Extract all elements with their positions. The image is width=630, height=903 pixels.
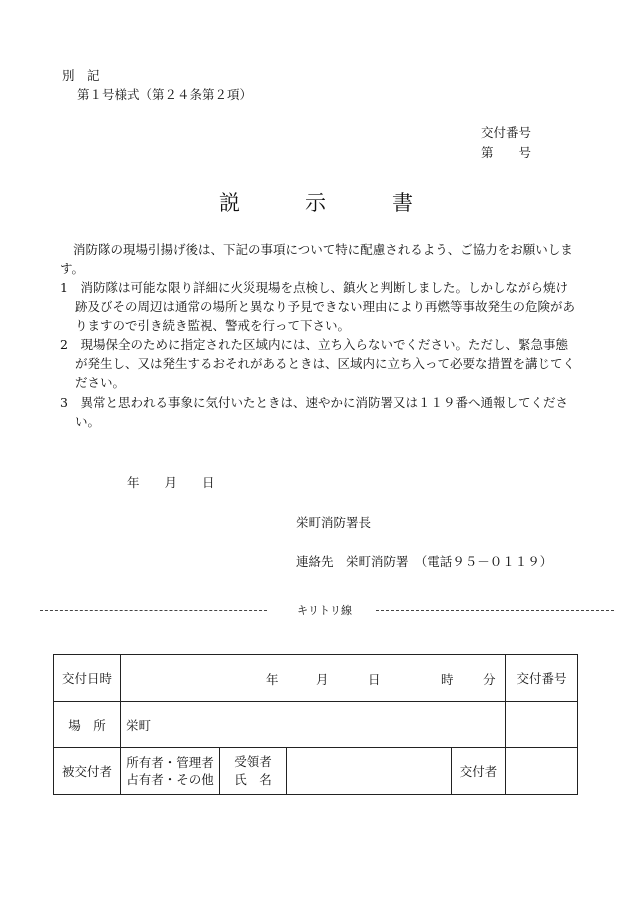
receiver-label-line2: 氏 名 (234, 772, 272, 787)
date-line: 年 月 日 (127, 475, 215, 490)
notice-item-1: 1 消防隊は可能な限り詳細に火災現場を点検し、鎮火と判断しました。しかしながら焼け跡及びその周辺は通常の場所と異なり予見できない理由により再燃等事故発生の危険がありますので引き続き監視、警戒を行って下さい。 (60, 280, 576, 333)
fire-chief: 栄町消防署長 (296, 515, 372, 530)
issuer-value (506, 748, 578, 795)
month-label: 月 (316, 672, 329, 687)
table-row (54, 655, 578, 702)
title-char-1: 説 (219, 191, 240, 215)
notice-item-3: 3 異常と思われる事象に気付いたときは、速やかに消防署又は１１９番へ通報してください。 (60, 395, 568, 429)
table-row (54, 748, 578, 795)
cut-line-left (40, 610, 267, 611)
owner-manager-label: 所有者・管理者 (126, 755, 214, 770)
contact-info: 連絡先 栄町消防署 （電話９５－０１１９） (296, 554, 553, 569)
issue-number-value: 第 号 (481, 145, 532, 160)
cut-line-right (376, 610, 614, 611)
year-label: 年 (266, 672, 279, 687)
issue-number-header: 交付番号 (506, 655, 578, 702)
place-value: 栄町 (121, 702, 506, 748)
notice-item-2: 2 現場保全のために指定された区域内には、立ち入らないでください。ただし、緊急事態が発生し、又は発生するおそれがあるときは、区域内に立ち入って必要な措置を講じてください。 (60, 337, 576, 390)
place-label: 場 所 (54, 702, 121, 748)
title-char-2: 示 (305, 191, 326, 215)
issue-number-label: 交付番号 (481, 125, 532, 140)
issuance-table (53, 654, 578, 795)
intro-paragraph: 消防隊の現場引揚げ後は、下記の事項について特に配慮されるよう、ご協力をお願いします。 (60, 242, 573, 276)
day-label: 日 (368, 672, 381, 687)
issue-number-cell (506, 702, 578, 748)
title-char-3: 書 (392, 191, 413, 215)
table-row (54, 702, 578, 748)
appendix-label: 別 記 (62, 68, 100, 83)
recipient-label: 被交付者 (54, 748, 121, 795)
receiver-name-value (287, 748, 452, 795)
hour-label: 時 (441, 672, 454, 687)
minute-label: 分 (483, 672, 496, 687)
issue-datetime-label: 交付日時 (54, 655, 121, 702)
form-reference: 第１号様式（第２４条第２項） (77, 87, 253, 102)
receiver-label-line1: 受領者 (234, 754, 272, 769)
cut-line-label: キリトリ線 (297, 604, 352, 617)
issue-datetime-value (121, 655, 506, 702)
recipient-type (121, 748, 220, 795)
occupant-other-label: 占有者・その他 (126, 772, 214, 787)
receiver-name-label (220, 748, 287, 795)
issuer-label: 交付者 (452, 748, 506, 795)
